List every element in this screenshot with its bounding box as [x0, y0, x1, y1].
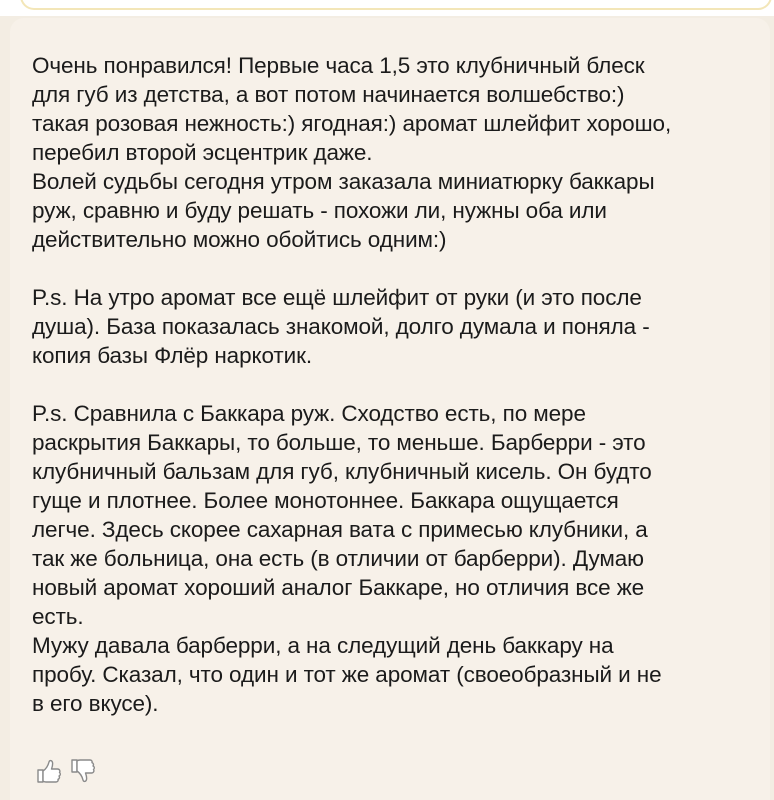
text-line: P.s. Сравнила с Баккара руж. Сходство есть, по мере — [32, 401, 586, 426]
review-card — [10, 18, 770, 800]
text-line: Волей судьбы сегодня утром заказала миниатюрку баккары — [32, 169, 655, 194]
text-line: для губ из детства, а вот потом начинается волшебство:) — [32, 82, 625, 107]
text-line: душа). База показалась знакомой, долго думала и поняла - — [32, 314, 650, 339]
text-line: пробу. Сказал, что один и тот же аромат (своеобразный и не — [32, 662, 662, 687]
text-line: Мужу давала барберри, а на следущий день баккару на — [32, 633, 614, 658]
vote-bar — [33, 756, 97, 786]
text-line: руж, сравню и буду решать - похожи ли, нужны оба или — [32, 198, 607, 223]
review-paragraph-2 — [32, 283, 760, 370]
thumbs-up-icon[interactable] — [33, 756, 63, 786]
previous-card-edge — [20, 0, 772, 10]
text-line: Очень понравился! Первые часа 1,5 это клубничный блеск — [32, 53, 645, 78]
text-line: такая розовая нежность:) ягодная:) аромат шлейфит хорошо, — [32, 111, 672, 136]
text-line: гуще и плотнее. Более монотоннее. Баккара ощущается — [32, 488, 619, 513]
text-line: раскрытия Баккары, то больше, то меньше. Барберри - это — [32, 430, 646, 455]
text-line: так же больница, она есть (в отличии от барберри). Думаю — [32, 546, 644, 571]
text-line: есть. — [32, 604, 84, 629]
text-line: P.s. На утро аромат все ещё шлейфит от руки (и это после — [32, 285, 642, 310]
text-line: клубничный бальзам для губ, клубничный кисель. Он будто — [32, 459, 652, 484]
review-paragraph-1 — [32, 51, 760, 254]
thumbs-down-icon[interactable] — [67, 756, 97, 786]
text-line: новый аромат хороший аналог Баккаре, но отличия все же — [32, 575, 645, 600]
text-line: действительно можно обойтись одним:) — [32, 227, 447, 252]
review-body — [32, 51, 760, 718]
text-line: перебил второй эсцентрик даже. — [32, 140, 373, 165]
review-paragraph-3 — [32, 399, 760, 718]
text-line: легче. Здесь скорее сахарная вата с примесью клубники, а — [32, 517, 648, 542]
text-line: копия базы Флёр наркотик. — [32, 343, 312, 368]
text-line: в его вкусе). — [32, 691, 159, 716]
